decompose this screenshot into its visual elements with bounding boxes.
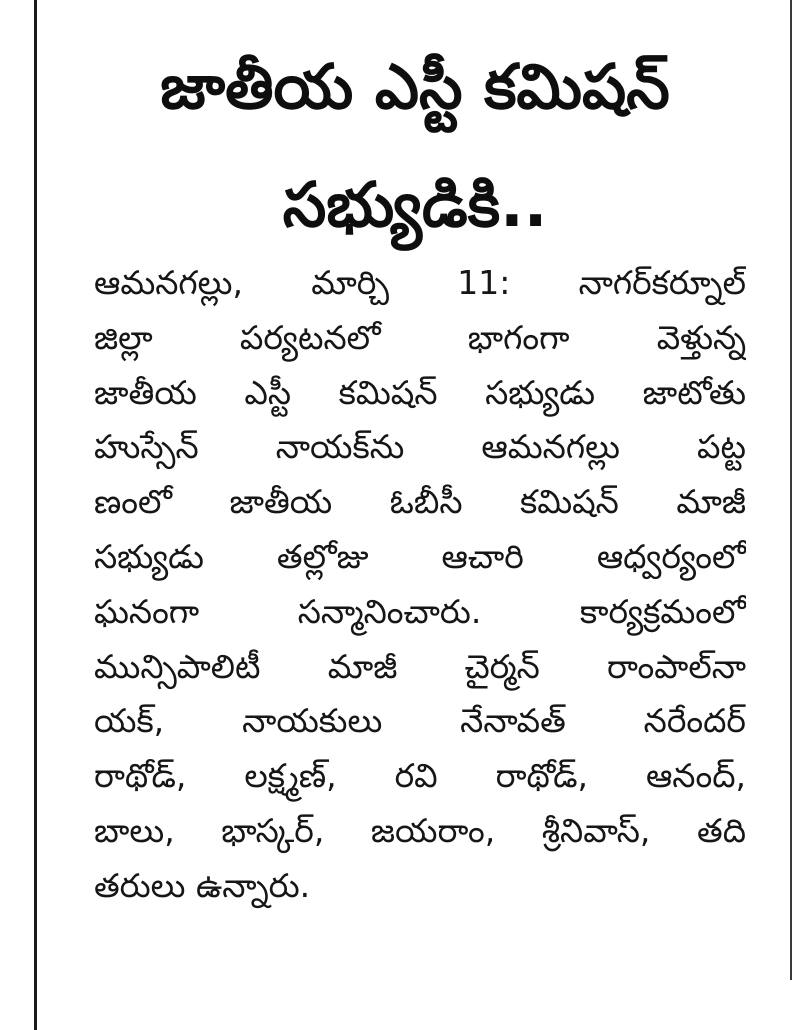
- article-line-last: తరులు ఉన్నారు.: [94, 865, 311, 905]
- article-line: హుస్సేన్ నాయక్‌ను ఆమనగల్లు పట్ట: [94, 427, 746, 467]
- headline: [60, 28, 770, 264]
- article-line: యక్, నాయకులు నేనావత్ నరేందర్: [94, 701, 746, 741]
- article-line: సభ్యుడు తల్లోజు ఆచారి ఆధ్వర్యంలో: [94, 536, 746, 576]
- article-line: జిల్లా పర్యటనలో భాగంగా వెళ్తున్న: [94, 317, 746, 357]
- column-rule-right: [790, 0, 792, 980]
- article-body: [94, 256, 746, 914]
- article-line: మున్సిపాలిటీ మాజీ చైర్మన్ రాంపాల్‌నా: [94, 646, 746, 686]
- headline-line-2: సభ్యుడికి..: [282, 168, 548, 241]
- article-line: జాతీయ ఎస్టీ కమిషన్ సభ్యుడు జాటోతు: [94, 372, 746, 412]
- article-line: బాలు, భాస్కర్, జయరాం, శ్రీనివాస్, తది: [94, 810, 746, 850]
- article-line: ఘనంగా సన్మానించారు. కార్యక్రమంలో: [94, 591, 746, 631]
- article-line: రాథోడ్, లక్ష్మణ్, రవి రాథోడ్, ఆనంద్,: [94, 756, 746, 796]
- article-line: ఆమనగల్లు, మార్చి 11: నాగర్‌కర్నూల్: [94, 263, 746, 302]
- article-line: ణంలో జాతీయ ఓబీసీ కమిషన్ మాజీ: [94, 482, 746, 522]
- headline-line-1: జాతీయ ఎస్టీ కమిషన్: [160, 50, 670, 123]
- column-rule-left: [34, 0, 37, 1030]
